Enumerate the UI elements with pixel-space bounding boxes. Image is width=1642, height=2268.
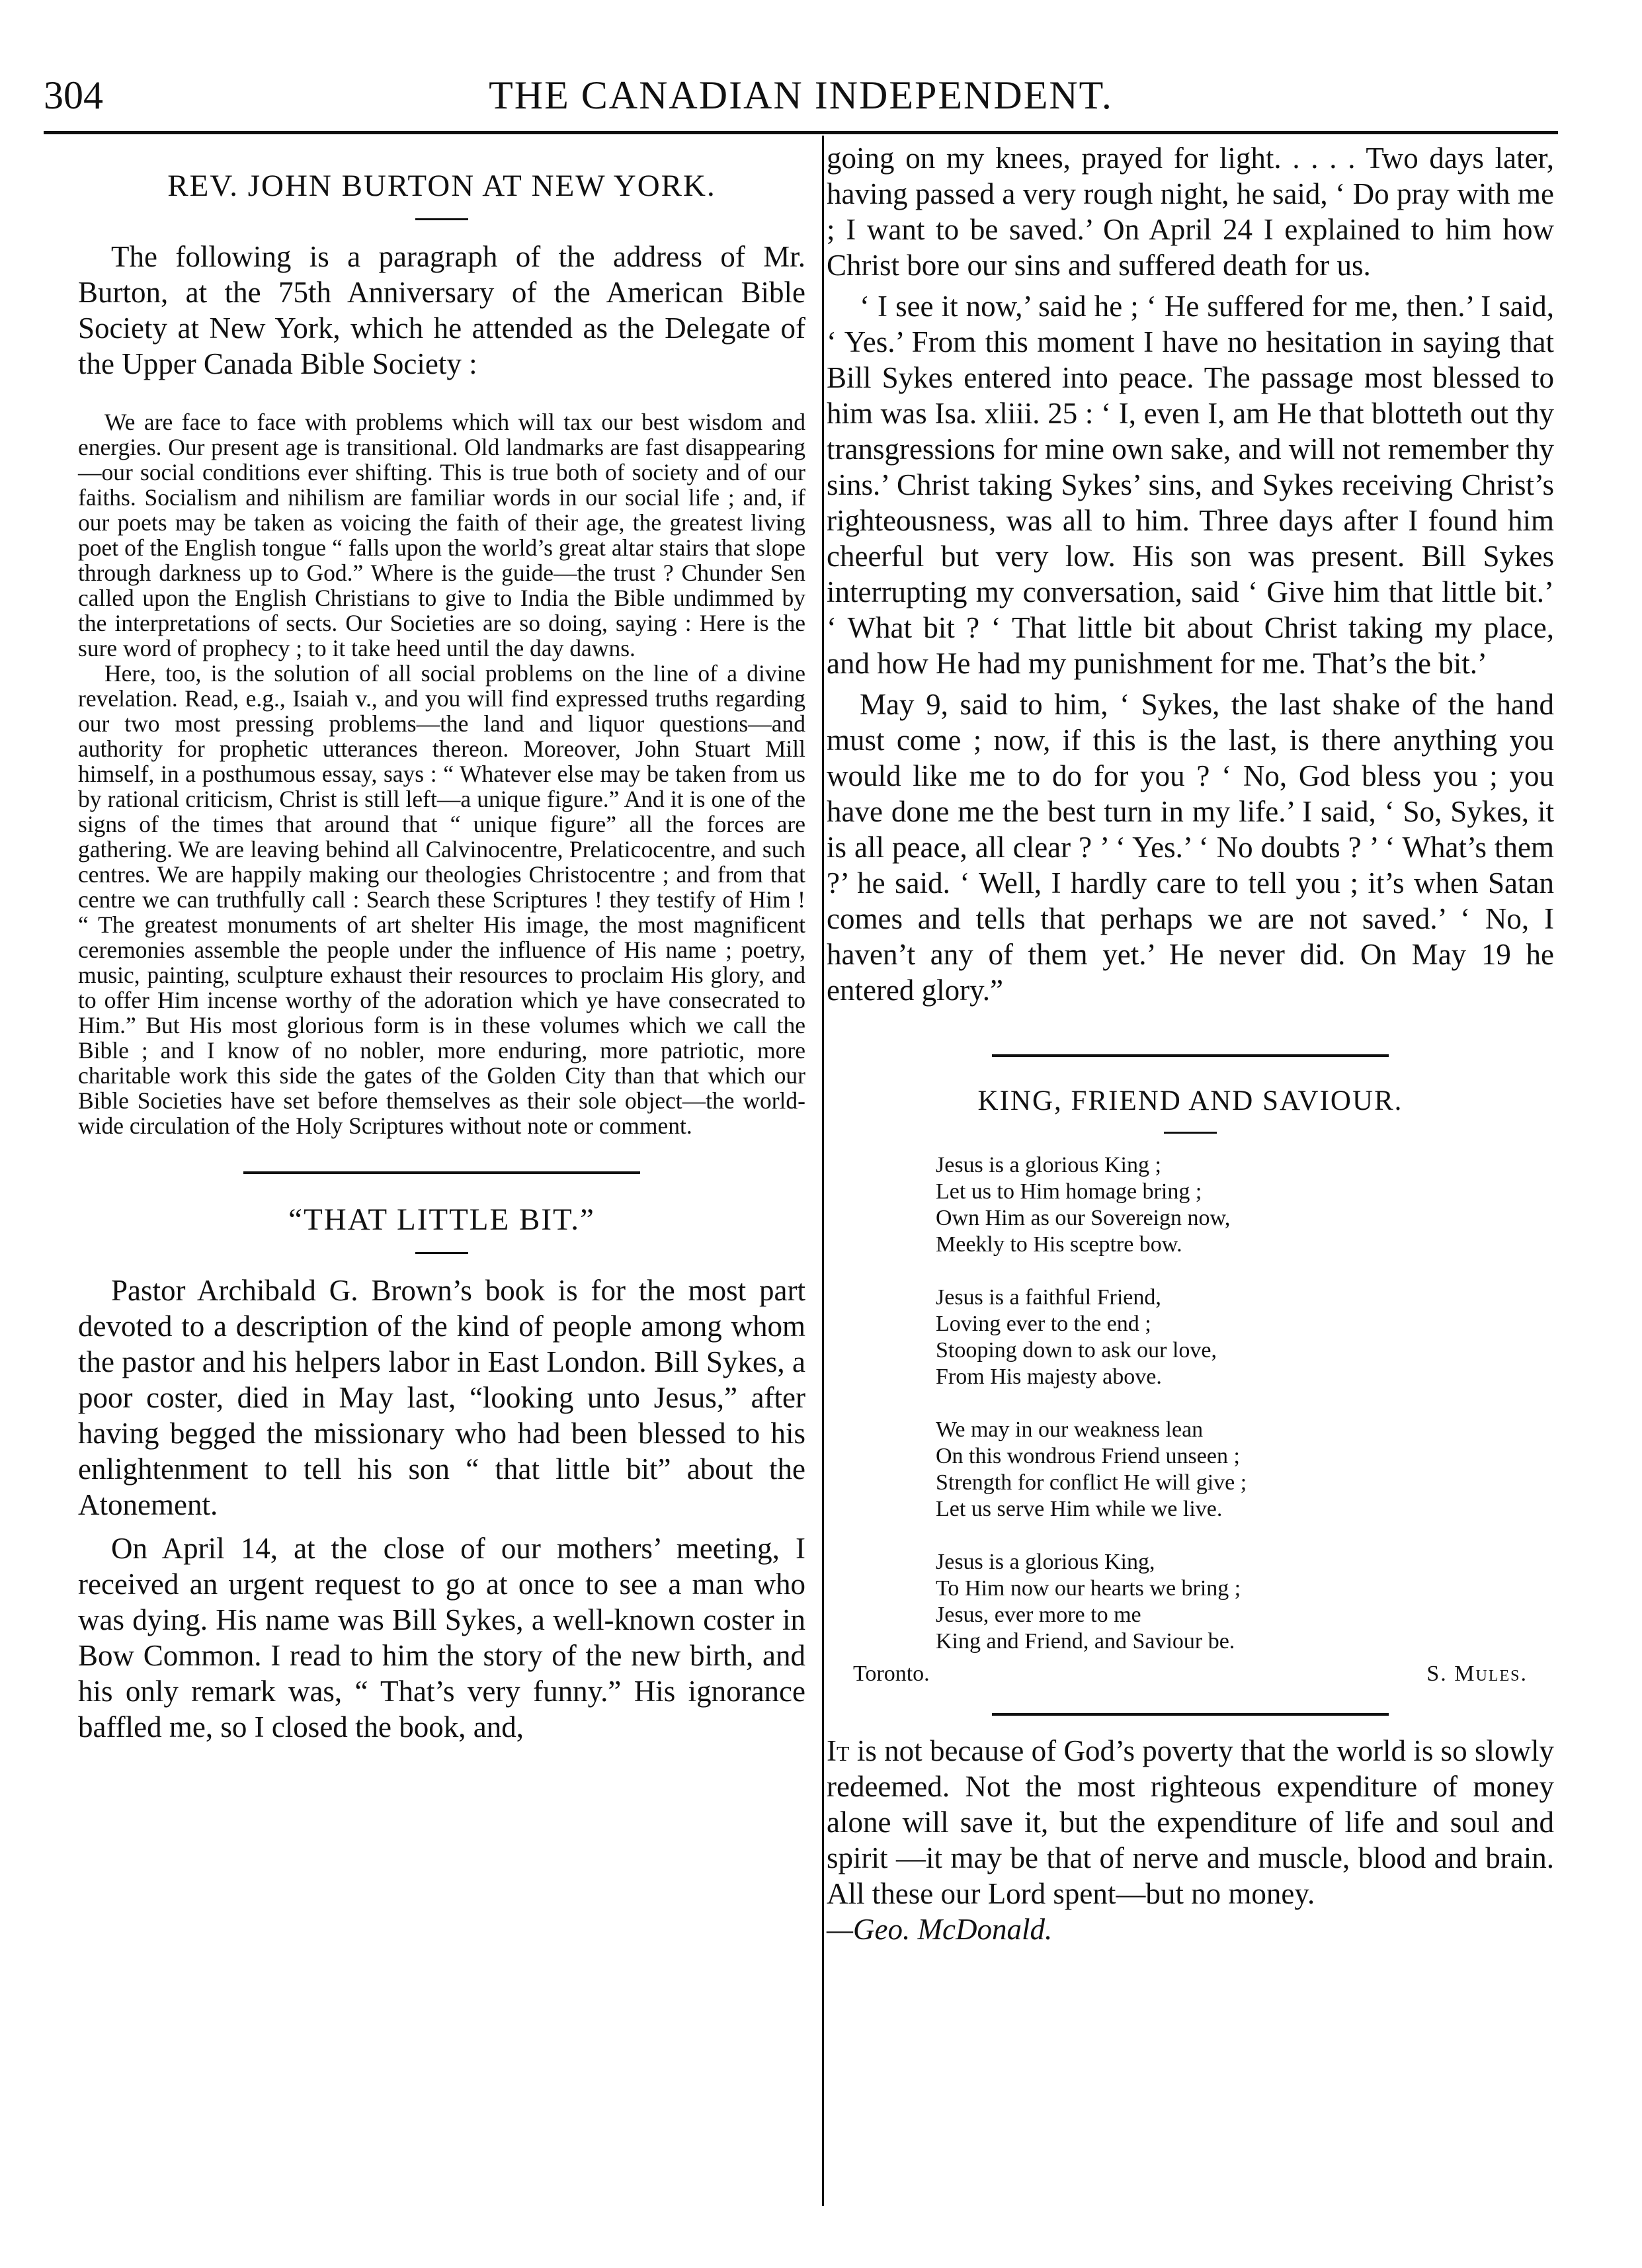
burton-quote-paragraph-2: Here, too, is the solution of all social problems on the line of a divine revelation. Read, e.g., Isaiah v., and you will find expressed truths regarding our two most pressing problems—the land and liquor questions—and authority for prophetic utterances thereon. Moreover, John Stuart Mill himself, in a posthumous essay, says : “ Whatever else may be taken from us by rational criticism, Christ is still left—a unique figure.” And it is one of the signs of the times that around that “ unique figure” all the forces are gathering. We are leaving behind all Calvinocentre, Prelaticocentre, and such centres. We are happily making our theologies Christocentre ; and from that centre we can truthfully call : Search these Scriptures ! they testify of Him ! “ The greatest monuments of art shelter His image, the most magnificent ceremonies assemble the people under the influence of His name ; poetry, music, painting, sculpture exhaust their resources to proclaim His glory, and to offer Him incense worthy of the adoration which ye have consecrated to Him.” But His most glorious form is in these volumes which we call the Bible ; and I know of no nobler, more enduring, more patriotic, more charitable work this side the gates of the Golden City than that which our Bible Societies have set before themselves as their sole object—the world-wide circulation of the Holy Scriptures without note or comment.	[78, 660, 805, 1139]
poem-line: Meekly to His sceptre bow.	[936, 1232, 1182, 1257]
heading-rule	[1164, 1132, 1217, 1134]
poem-line: Strength for conflict He will give ;	[936, 1470, 1247, 1495]
page-header	[44, 73, 1558, 132]
poem-line: We may in our weakness lean	[936, 1417, 1204, 1442]
poem-line: Jesus, ever more to me	[936, 1603, 1141, 1627]
closing-paragraph	[827, 1733, 1554, 1947]
burton-intro: The following is a paragraph of the address of Mr. Burton, at the 75th Anniversary of the American Bible Society at New York, which he attended as the Delegate of the Upper Canada Bible Society :	[78, 240, 805, 380]
poem-line: From His majesty above.	[936, 1365, 1162, 1389]
poem-line: Jesus is a faithful Friend,	[936, 1285, 1161, 1310]
little-bit-paragraph-1: Pastor Archibald G. Brown’s book is for the most part devoted to a description of the kind of people among whom the pastor and his helpers labor in East London. Bill Sykes, a poor coster, died in May last, “looking unto Jesus,” after having begged the missionary who had been blessed to his enlightenment to tell his son “ that little bit” about the Atonement.	[78, 1274, 805, 1521]
poem-heading: KING, FRIEND AND SAVIOUR.	[977, 1085, 1403, 1116]
poem-line: Loving ever to the end ;	[936, 1312, 1151, 1336]
little-bit-paragraph-3: ‘ I see it now,’ said he ; ‘ He suffered for me, then.’ I said, ‘ Yes.’ From this moment I have no hesitation in saying that Bill Sykes entered into peace. The passage most blessed to him was Isa. xliii. 25 : ‘ I, even I, am He that blotteth out thy transgressions for mine own sake, and will not remember thy sins.’ Christ taking Sykes’ sins, and Sykes receiving Christ’s righteousness, was all to him. Three days after I found him cheerful but very low. His son was present. Bill Sykes interrupting my conversation, said ‘ Give him that little bit.’ ‘ What bit ? ‘ That little bit about Christ taking my place, and how He had my punishment for me. That’s the bit.’	[827, 290, 1554, 680]
heading-rule	[415, 1252, 468, 1254]
header-rule	[44, 131, 1558, 134]
poem-stanza	[936, 1549, 1554, 1655]
poem-line: Let us serve Him while we live.	[936, 1497, 1223, 1521]
little-bit-paragraph-2: On April 14, at the close of our mothers’ meeting, I received an urgent request to go at once to see a man who was dying. His name was Bill Sykes, a well-known coster in Bow Common. I read to him the story of the new birth, and his only remark was, “ That’s very funny.” His ignorance baffled me, so I closed the book, and,	[78, 1532, 805, 1743]
poem-line: Let us to Him homage bring ;	[936, 1179, 1202, 1204]
poem-signature	[853, 1661, 1528, 1687]
little-bit-paragraph-2-continued: going on my knees, prayed for light. . . . . Two days later, having passed a very rough night, he said, ‘ Do pray with me ; I want to be saved.’ On April 24 I explained to him how Christ bore our sins and suffered death for us.	[827, 142, 1554, 282]
section-rule	[243, 1171, 640, 1174]
poem-author: S. Mules.	[1426, 1661, 1528, 1686]
right-column	[827, 140, 1554, 1947]
article-heading-little-bit: “THAT LITTLE BIT.”	[288, 1202, 595, 1237]
poem	[936, 1152, 1554, 1655]
section-rule	[992, 1054, 1389, 1057]
poem-place: Toronto.	[853, 1661, 930, 1686]
closing-attribution: —Geo. McDonald.	[827, 1913, 1053, 1946]
poem-stanza	[936, 1152, 1554, 1258]
poem-stanza	[936, 1417, 1554, 1523]
page-number: 304	[44, 73, 103, 117]
left-column	[78, 140, 805, 1745]
poem-line: King and Friend, and Saviour be.	[936, 1629, 1235, 1654]
heading-rule	[415, 218, 468, 220]
poem-stanza	[936, 1284, 1554, 1390]
little-bit-paragraph-4: May 9, said to him, ‘ Sykes, the last shake of the hand must come ; now, if this is the last, is there anything you would like me to do for you ? ‘ No, God bless you ; you have done me the best turn in my life.’ I said, ‘ So, Sykes, it is all peace, all clear ? ’ ‘ Yes.’ ‘ No doubts ? ’ ‘ What’s them ?’ he said. ‘ Well, I hardly care to tell you ; it’s when Satan comes and tells that perhaps we are not saved.’ ‘ No, I haven’t any of them yet.’ He never did. On May 19 he entered glory.”	[827, 688, 1554, 1007]
poem-line: Jesus is a glorious King ;	[936, 1153, 1161, 1177]
poem-line: Stooping down to ask our love,	[936, 1338, 1217, 1363]
poem-line: On this wondrous Friend unseen ;	[936, 1444, 1240, 1468]
burton-quote-paragraph-1: We are face to face with problems which will tax our best wisdom and energies. Our present age is transitional. Old landmarks are fast disappearing—our social conditions ever shifting. This is true both of society and of our faiths. Socialism and nihilism are familiar words in our social life ; and, if our poets may be taken as voicing the faith of their age, the greatest living poet of the English tongue “ falls upon the world’s great altar stairs that slope through darkness up to God.” Where is the guide—the trust ? Chunder Sen called upon the English Christians to give to India the Bible undimmed by the interpretations of sects. Our Societies are so doing, saying : Here is the sure word of prophecy ; to it take heed until the day dawns.	[78, 409, 805, 661]
publication-title: THE CANADIAN INDEPENDENT.	[489, 73, 1113, 117]
poem-line: Own Him as our Sovereign now,	[936, 1206, 1231, 1230]
poem-line: Jesus is a glorious King,	[936, 1550, 1155, 1574]
closing-text: is not because of God’s poverty that the world is so slowly redeemed. Not the most righteous expenditure of money alone will save it, but the expenditure of life and soul and spirit —it may be that of nerve and muscle, blood and brain. All these our Lord spent—but no money.	[827, 1734, 1554, 1910]
poem-line: To Him now our hearts we bring ;	[936, 1576, 1241, 1601]
column-divider	[822, 136, 824, 2206]
section-rule	[992, 1713, 1389, 1716]
article-heading-burton: REV. JOHN BURTON AT NEW YORK.	[167, 169, 716, 203]
closing-lead-word: It	[827, 1734, 850, 1767]
